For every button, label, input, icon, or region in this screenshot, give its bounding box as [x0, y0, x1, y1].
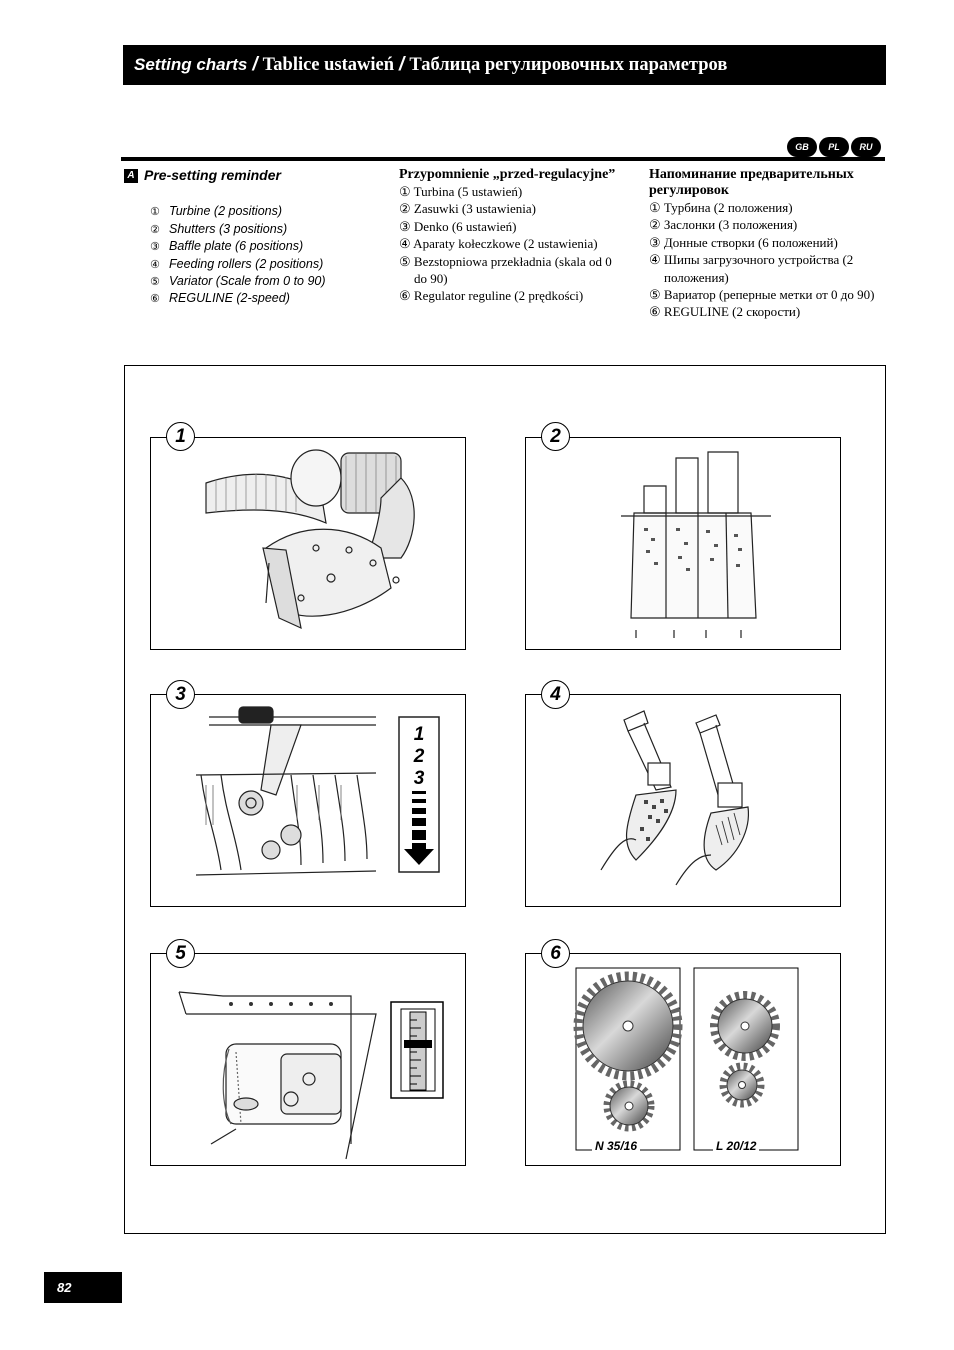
- feeding-rollers-illustration: [526, 695, 842, 908]
- header-bar: [123, 45, 886, 85]
- panel-number-4: 4: [541, 680, 570, 709]
- scale-label-3: 3: [413, 768, 425, 789]
- shutters-illustration: [526, 438, 842, 651]
- russian-column: [649, 167, 879, 321]
- page-number: 82: [44, 1272, 122, 1303]
- list-item: ③ Denko (6 ustawień): [399, 218, 517, 234]
- polish-list: [399, 183, 624, 305]
- language-tab-pl: PL: [819, 137, 849, 157]
- panel-variator: [150, 953, 466, 1166]
- russian-list: [649, 199, 879, 321]
- list-item: ④ Шипы загрузочного устройства (2 положения): [649, 252, 854, 285]
- english-heading-text: Pre-setting reminder: [144, 167, 281, 183]
- language-tab-gb: GB: [787, 137, 817, 157]
- panel-number-5: 5: [166, 939, 195, 968]
- panel-baffle-plate: [150, 694, 466, 907]
- language-tabs: [787, 137, 883, 157]
- baffle-scale: [399, 717, 439, 872]
- title-polish: Tablice ustawień: [262, 54, 395, 75]
- list-item: ② Заслонки (3 положения): [649, 217, 798, 233]
- list-item: ② Shutters (3 positions): [150, 221, 288, 236]
- panel-number-2: 2: [541, 422, 570, 451]
- reguline-gears-illustration: [526, 954, 842, 1167]
- panel-reguline: [525, 953, 841, 1166]
- list-item: ④ Aparaty kołeczkowe (2 ustawienia): [399, 236, 598, 252]
- list-item: ⑥ REGULINE (2-speed): [150, 291, 290, 306]
- list-item: ① Турбина (2 положения): [649, 200, 793, 215]
- panel-shutters: [525, 437, 841, 650]
- panel-number-1: 1: [166, 422, 195, 451]
- scale-label-2: 2: [413, 746, 425, 767]
- list-item: ⑥ REGULINE (2 скорости): [649, 304, 801, 320]
- panel-turbine: [150, 437, 466, 650]
- panel-number-6: 6: [541, 939, 570, 968]
- variator-scale: [391, 1002, 443, 1098]
- polish-column: [399, 167, 624, 305]
- panel-feeding-rollers: [525, 694, 841, 907]
- english-column: [124, 167, 374, 308]
- russian-heading: Напоминание предварительных регулировок: [649, 167, 854, 198]
- list-item: ⑥ Regulator reguline (2 prędkości): [399, 288, 584, 304]
- english-list: [150, 203, 374, 307]
- polish-heading: Przypomnienie „przed-regulacyjne”: [399, 167, 616, 182]
- scale-label-1: 1: [413, 724, 425, 745]
- list-item: ⑤ Bezstopniowa przekładnia (skala od 0 do 90): [399, 253, 612, 287]
- turbine-illustration: [151, 438, 467, 651]
- title-separator: /: [252, 54, 258, 75]
- list-item: ① Turbine (2 positions): [150, 204, 283, 219]
- section-badge: A: [124, 169, 138, 183]
- variator-illustration: [151, 954, 467, 1167]
- list-item: ② Zasuwki (3 ustawienia): [399, 201, 536, 217]
- gear-small-n: [607, 1084, 651, 1128]
- list-item: ⑤ Variator (Scale from 0 to 90): [150, 274, 326, 289]
- gear-large-l: [714, 995, 776, 1057]
- title-separator: /: [399, 54, 405, 75]
- list-item: ⑤ Вариатор (реперные метки от 0 до 90): [649, 287, 875, 303]
- panel-number-3: 3: [166, 680, 195, 709]
- baffle-plate-illustration: [151, 695, 467, 908]
- gear-label-l: L 20/12: [713, 1139, 759, 1153]
- list-item: ③ Baffle plate (6 positions): [150, 239, 304, 254]
- list-item: ④ Feeding rollers (2 positions): [150, 256, 324, 271]
- title-english: Setting charts: [134, 55, 248, 74]
- title-russian: Таблица регулировочных параметров: [409, 54, 728, 75]
- language-tab-ru: RU: [851, 137, 881, 157]
- english-heading: [124, 167, 374, 184]
- gear-label-n: N 35/16: [592, 1139, 640, 1153]
- list-item: ③ Донные створки (6 положений): [649, 234, 838, 250]
- list-item: ① Turbina (5 ustawień): [399, 184, 523, 199]
- section-rule: [121, 157, 885, 161]
